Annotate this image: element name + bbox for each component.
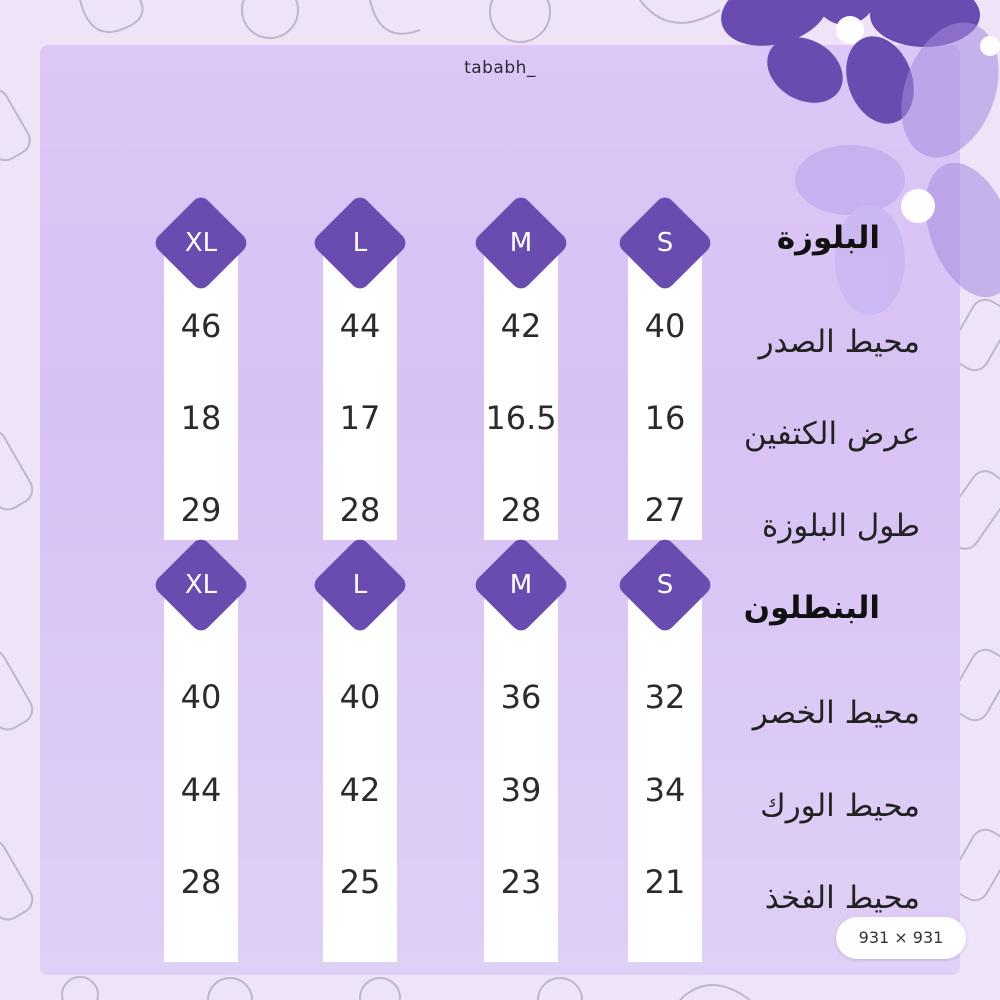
pants-row-label-3: محيط الفخذ	[764, 880, 920, 916]
blouse-size-label-l: L	[352, 228, 368, 258]
blouse-row-label-3: طول البلوزة	[762, 508, 920, 544]
flower-decoration	[700, 0, 1000, 330]
pants-value-1-xl: 40	[180, 678, 222, 716]
pants-value-2-m: 39	[500, 771, 542, 809]
account-handle: tababh_	[464, 58, 536, 78]
pants-row-label-1: محيط الخصر	[752, 695, 920, 731]
blouse-size-label-s: S	[656, 228, 674, 258]
pants-row-label-2: محيط الورك	[760, 788, 920, 824]
blouse-value-3-l: 28	[339, 491, 381, 529]
pants-value-1-l: 40	[339, 678, 381, 716]
blouse-size-label-xl: XL	[184, 228, 218, 258]
blouse-row-label-1: محيط الصدر	[758, 324, 920, 360]
blouse-value-2-l: 17	[339, 399, 381, 437]
blouse-value-1-xl: 46	[180, 307, 222, 345]
pants-size-label-m: M	[509, 570, 533, 600]
blouse-value-1-l: 44	[339, 307, 381, 345]
blouse-row-label-2: عرض الكتفين	[743, 416, 920, 452]
pants-value-1-m: 36	[500, 678, 542, 716]
pants-size-label-l: L	[352, 570, 368, 600]
blouse-value-3-m: 28	[500, 491, 542, 529]
pants-value-2-s: 34	[644, 771, 686, 809]
pants-section-title: البنطلون	[743, 590, 880, 626]
pants-size-label-xl: XL	[184, 570, 218, 600]
pants-value-2-l: 42	[339, 771, 381, 809]
pants-size-label-s: S	[656, 570, 674, 600]
image-size-badge: 931 × 931	[836, 917, 966, 959]
blouse-section-title: البلوزة	[776, 220, 880, 256]
blouse-value-1-s: 40	[644, 307, 686, 345]
blouse-value-1-m: 42	[500, 307, 542, 345]
pants-value-1-s: 32	[644, 678, 686, 716]
blouse-value-3-s: 27	[644, 491, 686, 529]
blouse-value-3-xl: 29	[180, 491, 222, 529]
pants-value-3-l: 25	[339, 863, 381, 901]
pants-value-3-s: 21	[644, 863, 686, 901]
blouse-value-2-xl: 18	[180, 399, 222, 437]
pants-value-2-xl: 44	[180, 771, 222, 809]
blouse-size-label-m: M	[509, 228, 533, 258]
blouse-value-2-m: 16.5	[485, 399, 557, 437]
pants-value-3-xl: 28	[180, 863, 222, 901]
pants-value-3-m: 23	[500, 863, 542, 901]
blouse-value-2-s: 16	[644, 399, 686, 437]
